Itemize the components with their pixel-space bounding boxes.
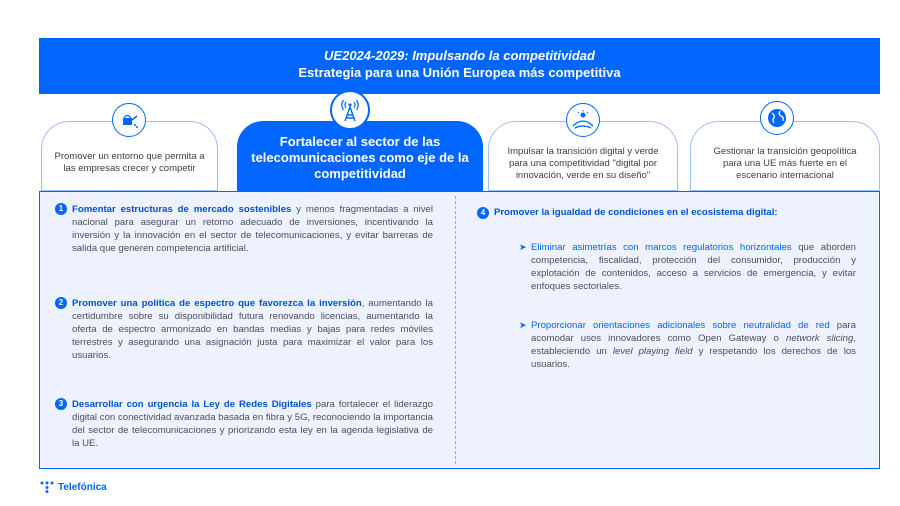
item-number: 2 — [55, 297, 67, 309]
bullet-lead: Eliminar asimetrías con marcos regulatorios horizontales — [531, 242, 792, 253]
pillar-telecom-sector — [237, 121, 483, 191]
chevron-right-icon: ➤ — [519, 320, 527, 330]
solar-sun-icon — [566, 103, 600, 137]
list-item — [72, 297, 433, 362]
bullet-em: level playing field — [612, 346, 693, 357]
item-lead: Desarrollar con urgencia la Ley de Redes Digitales — [72, 399, 312, 410]
list-item — [72, 398, 433, 450]
item-number: 3 — [55, 398, 67, 410]
column-divider — [455, 196, 456, 464]
telefonica-dots-icon — [40, 481, 54, 493]
globe-icon — [760, 101, 794, 135]
item-text: , aumentando la certidumbre sobre su disponibilidad futura renovando licencias, aumentando la oferta de espectro armonizado en bandas medias y bajas para redes móviles terrestres y asegurando una asignación justa para maximizar el valor para los usuarios. — [72, 298, 433, 361]
item-lead: Promover una política de espectro que favorezca la inversión — [72, 298, 362, 309]
bullet-em: network slicing — [785, 333, 854, 344]
bullet-text: y respetando los derechos de los usuarios. — [531, 346, 856, 370]
list-item — [72, 203, 433, 255]
bullet-text: que aborden competencia, fiscalidad, protección del consumidor, producción y explotación de contenidos, acceso a servicios de emergencia, y evitar enfoques sectoriales. — [531, 242, 856, 292]
header-banner — [39, 38, 880, 94]
telefonica-logo — [40, 481, 107, 493]
antenna-tower-icon — [330, 90, 370, 130]
page-title: UE2024-2029: Impulsando la competitividad — [324, 48, 595, 63]
logo-text: Telefónica — [58, 481, 107, 493]
item-text: para fortalecer el liderazgo digital con conectividad avanzada basada en fibra y 5G, reconociendo la importancia del sector de telecomunicaciones y priorizando esta ley en la agenda legislativa de la UE. — [72, 399, 433, 449]
page-subtitle: Estrategia para una Unión Europea más competitiva — [298, 65, 621, 80]
bullet-lead: Proporcionar orientaciones adicionales sobre neutralidad de red — [531, 320, 830, 331]
sub-bullet — [519, 241, 856, 293]
chevron-right-icon: ➤ — [519, 242, 527, 252]
item-number: 4 — [477, 207, 489, 219]
bullet-text: , estableciendo un — [531, 333, 857, 357]
sub-bullet — [519, 319, 857, 371]
pillar-label: Promover un entorno que permita a las empresas crecer y competir — [54, 151, 205, 174]
pillar-label: Fortalecer al sector de las telecomunicaciones como eje de la competitividad — [251, 134, 469, 181]
item-lead: Fomentar estructuras de mercado sostenibles — [72, 204, 292, 215]
watering-can-icon — [112, 103, 146, 137]
bullet-text: para acomodar usos innovadores como Open Gateway o — [531, 320, 856, 344]
pillar-label: Gestionar la transición geopolítica para una UE más fuerte en el escenario internacional — [713, 146, 857, 181]
item-text: y menos fragmentadas a nivel nacional para asegurar un retorno adecuado de inversiones, incentivando la inversión y la innovación en el sector de telecomunicaciones, y evitar barreras de salida que generen competencia artificial. — [72, 204, 433, 254]
pillar-label: Impulsar la transición digital y verde para una competitividad "digital por innovación, verde en su diseño" — [507, 146, 659, 181]
item-lead: Promover la igualdad de condiciones en el ecosistema digital: — [494, 207, 778, 218]
item-number: 1 — [55, 203, 67, 215]
